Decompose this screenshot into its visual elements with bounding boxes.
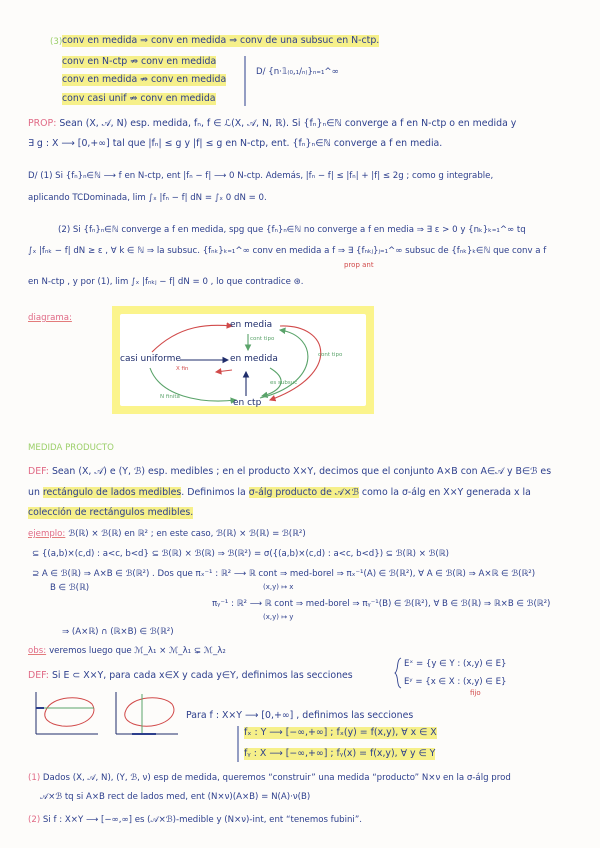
section-ex: Eˣ = {y ∈ Y : (x,y) ∈ E}: [404, 659, 507, 669]
def-line-3: colección de rectángulos medibles.: [28, 507, 194, 518]
proof-line-4: ∫ₓ |fₙₖ − f| dN ≥ ε , ∀ k ∈ ℕ ⇒ la subsuc. {fₙₖ}ₖ₌₁^∞ conv en medida a f ⇒ ∃ {fₙₖⱼ}ⱼ₌₁^∞ subsuc de {fₙₖ}ₖ∈ℕ que conv a f: [28, 246, 547, 256]
fijo-note: fijo: [470, 689, 481, 697]
diagram-canvas: [120, 314, 366, 406]
proposition: [28, 118, 516, 130]
label-cont-tipo-2: cont tipo: [318, 352, 343, 358]
section-ey: Eʸ = {x ∈ X : (x,y) ∈ E}: [404, 677, 507, 687]
label-n-finita: N finita: [160, 394, 180, 400]
prop-text-2: ∃ g : X ⟶ [0,+∞] tal que |fₙ| ≤ g y |f| ≤ g en N-ctp, ent. {fₙ}ₙ∈ℕ converge a f en media.: [28, 138, 443, 149]
def2-label: DEF:: [28, 670, 49, 681]
prop-text-1: Sean (X, 𝒜, N) esp. medida, fₙ, f ∈ ℒ(X, 𝒜, N, ℝ). Si {fₙ}ₙ∈ℕ converge a f en N-ctp o en medida y: [59, 118, 517, 129]
example-line-4: πᵧ⁻¹ : ℝ² ⟶ ℝ cont ⇒ med-borel ⇒ πᵧ⁻¹(B) ∈ ℬ(ℝ²), ∀ B ∈ ℬ(ℝ) ⇒ ℝ×B ∈ ℬ(ℝ²): [212, 599, 551, 609]
proof-line-1: D/ (1) Si {fₙ}ₙ∈ℕ ⟶ f en N-ctp, ent |fₙ − f| ⟶ 0 N-ctp. Además, |fₙ − f| ≤ |fₙ| + |f| ≤ 2g ; como g integrable,: [28, 171, 494, 181]
projection-x: (x,y) ↦ x: [263, 583, 294, 591]
example-line-5: ⇒ (A×ℝ) ∩ (ℝ×B) ∈ ℬ(ℝ²): [62, 627, 174, 637]
def-line-2: un rectángulo de lados medibles. Definimos la σ-álg producto de 𝒜×ℬ como la σ-álg en X×Y generada x la: [28, 487, 531, 498]
bracket-sections: [236, 726, 242, 762]
prop-label: PROP:: [28, 118, 57, 129]
counterexample-line: conv en medida ⇏ conv en medida: [62, 74, 227, 85]
prop-ant-note: prop ant: [344, 261, 374, 269]
diagram-label: diagrama:: [28, 313, 72, 323]
projection-y: (x,y) ↦ y: [263, 613, 294, 621]
obs-text: veremos luego que ℳ_λ₁ × ℳ_λ₁ ⊊ ℳ_λ₂: [49, 646, 226, 656]
def-line-1: Sean (X, 𝒜) e (Y, ℬ) esp. medibles ; en el producto X×Y, decimos que el conjunto A×B con A∈𝒜 y B∈ℬ es: [51, 466, 552, 477]
label-x-fin: X fin: [176, 366, 189, 372]
point-2-label: (2): [28, 815, 41, 825]
node-en-media: en media: [230, 320, 273, 330]
label-cont-tipo: cont tipo: [250, 336, 275, 342]
counterexample-line: conv en N-ctp ⇏ conv en medida: [62, 56, 217, 67]
arrow-unif-to-media: [152, 325, 232, 352]
brace: [395, 658, 403, 688]
rectangle-term: rectángulo de lados medibles: [42, 487, 182, 498]
point-2-text: Si f : X×Y ⟶ [−∞,∞] es (𝒜×ℬ)-medible y (N×ν)-int, ent “tenemos fubini”.: [42, 815, 363, 825]
point-1-label: (1): [28, 773, 41, 783]
section-intro: Para f : X×Y ⟶ [0,+∞] , definimos las secciones: [186, 710, 414, 721]
example-label: ejemplo:: [28, 529, 66, 539]
sigma-product-term: σ-álg producto de 𝒜×ℬ: [248, 487, 359, 498]
convergence-statement: conv en medida ⇒ conv en medida ⇒ conv de una subsuc en N-ctp.: [62, 35, 380, 46]
proof-line-2: aplicando TCDominada, lim ∫ₓ |fₙ − f| dN = ∫ₓ 0 dN = 0.: [28, 193, 267, 203]
section-sketch-x: [32, 690, 102, 738]
proof-line-5: en N-ctp , y por (1), lim ∫ₓ |fₙₖⱼ − f| dN = 0 , lo que contradice ⊛.: [28, 277, 304, 287]
example-line-3: ⊇ A ∈ ℬ(ℝ) ⇒ A×B ∈ ℬ(ℝ²) . Dos que πₓ⁻¹ : ℝ² ⟶ ℝ cont ⇒ med-borel ⇒ πₓ⁻¹(A) ∈ ℬ(ℝ²), ∀ A ∈ ℬ(ℝ) ⇒ A×ℝ ∈ ℬ(ℝ²): [32, 569, 536, 579]
node-casi-uniforme: casi uniforme: [120, 354, 181, 364]
point-1-text-cont: 𝒜×ℬ tq si A×B rect de lados med, ent (N×ν)(A×B) = N(A)·ν(B): [40, 792, 311, 802]
section-title: MEDIDA PRODUCTO: [28, 443, 114, 453]
counterexample-line: conv casi unif ⇏ conv en medida: [62, 93, 216, 104]
arrow-medida-to-unif: [216, 370, 232, 372]
def-label: DEF:: [28, 466, 49, 477]
bracket-divider: [242, 56, 252, 108]
point-1-text: Dados (X, 𝒜, N), (Y, ℬ, ν) esp de medida, queremos “construir” una medida “producto” N×ν en la σ-álg prod: [42, 773, 511, 783]
counterexample-sequence: D/ {n·𝟙₍₀,₁/ₙ₎}ₙ₌₁^∞: [256, 67, 339, 77]
point-number: (3): [50, 37, 63, 47]
label-es-subsuc: es subsuc: [270, 380, 298, 386]
proof-line-3: (2) Si {fₙ}ₙ∈ℕ converge a f en medida, spg que {fₙ}ₙ∈ℕ no converge a f en media ⇒ ∃ ε > 0 y {nₖ}ₖ₌₁^∞ tq: [58, 225, 526, 235]
section-fx: fₓ : Y ⟶ [−∞,+∞] ; fₓ(y) = f(x,y), ∀ x ∈ X: [244, 727, 437, 738]
node-en-ctp: en ctp: [233, 398, 262, 408]
convergence-diagram: [112, 306, 374, 414]
example-line-1: ℬ(ℝ) × ℬ(ℝ) en ℝ² ; en este caso, ℬ(ℝ) × ℬ(ℝ) = ℬ(ℝ²): [68, 529, 306, 539]
example-line-2: ⊆ {(a,b)×(c,d) : a<c, b<d} ⊆ ℬ(ℝ) × ℬ(ℝ) ⇒ ℬ(ℝ²) = σ({(a,b)×(c,d) : a<c, b<d}) ⊆ ℬ(ℝ) × ℬ(ℝ): [32, 549, 449, 559]
section-sketch-y: [112, 690, 182, 738]
section-fy: fᵧ : X ⟶ [−∞,+∞] ; fᵧ(x) = f(x,y), ∀ y ∈ Y: [244, 748, 436, 759]
node-en-medida: en medida: [230, 354, 278, 364]
def2-line-1: Si E ⊂ X×Y, para cada x∈X y cada y∈Y, definimos las secciones: [51, 670, 353, 681]
example-line-3b: B ∈ ℬ(ℝ): [50, 583, 90, 593]
obs-label: obs:: [28, 646, 47, 656]
